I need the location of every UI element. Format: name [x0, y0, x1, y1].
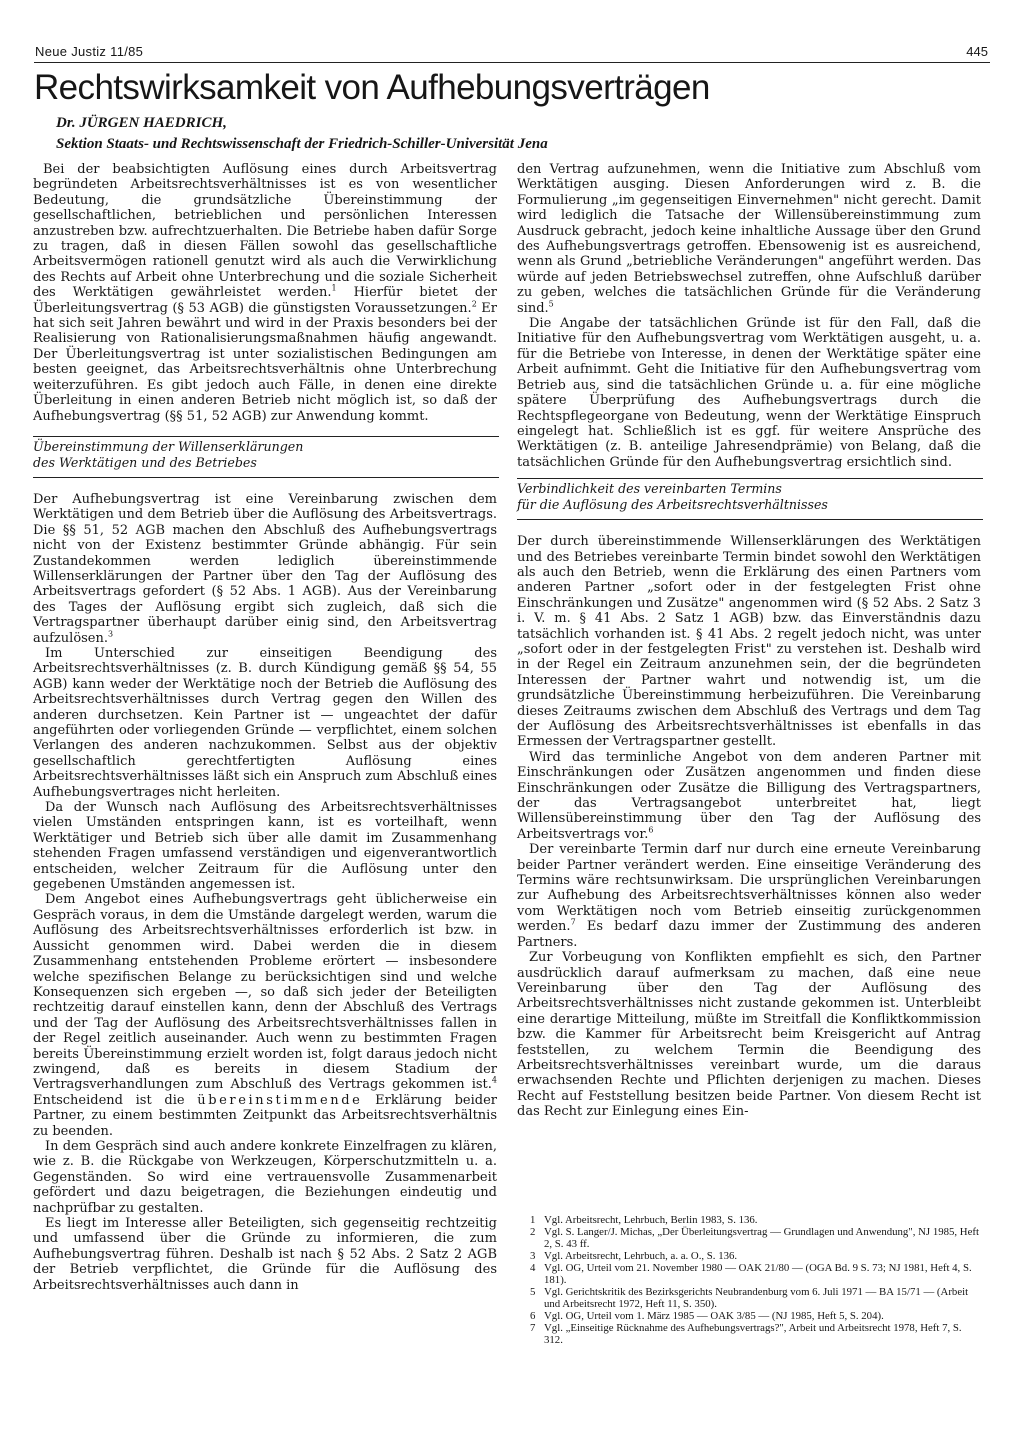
section-heading: Verbindlichkeit des vereinbarten Termins für die Auflösung des Arbeitsrechtsverhältnisses	[517, 481, 828, 513]
paragraph: In dem Gespräch sind auch andere konkrete Einzelfragen zu klären, wie z. B. die Rückgabe von Werkzeugen, Körperschutzmitteln u. a. Gegenständen. So wird eine vertrauensvolle Zusammenarbeit gefördert und dazu beigetragen, die Beziehungen eindeutig und nachprüfbar zu gestalten.	[33, 1138, 497, 1216]
left-column	[33, 162, 497, 1293]
section-rule	[33, 477, 499, 478]
paragraph: Es liegt im Interesse aller Beteiligten, sich gegenseitig rechtzeitig und umfassend über die Gründe zu informieren, die zum Aufhebungsvertrag führen. Deshalb ist nach § 52 Abs. 2 Satz 2 AGB der Betrieb verpflichtet, die Gründe für die Auflösung des Arbeitsrechtsverhältnisses auch dann in	[33, 1216, 497, 1293]
header-rule	[34, 62, 990, 63]
article-title: Rechtswirksamkeit von Aufhebungsverträgen	[34, 68, 710, 107]
page-number: 445	[966, 44, 988, 59]
journal-issue: Neue Justiz 11/85	[35, 44, 144, 59]
paragraph: Zur Vorbeugung von Konflikten empfiehlt es sich, den Partner ausdrücklich darauf aufmerksam zu machen, daß eine neue Vereinbarung über den Tag der Auflösung des Arbeitsrechtsverhältnisses nicht zustande gekommen ist. Unterbleibt eine derartige Mitteilung, müßte im Streitfall die Konfliktkommission bzw. die Kammer für Arbeitsrecht beim Kreisgericht auf Antrag feststellen, zu welchem Termin die Beendigung des Arbeitsrechtsverhältnisses vereinbart wurde, um die daraus erwachsenden Rechte und Pflichten derjenigen zu machen. Dieses Recht auf Feststellung besitzen beide Partner. Von diesem Recht ist das Recht zur Einlegung eines Ein-	[517, 950, 981, 1120]
footnote: 1 Vgl. Arbeitsrecht, Lehrbuch, Berlin 1983, S. 136.	[530, 1214, 758, 1226]
footnote-ref[interactable]: 4	[491, 1076, 497, 1086]
paragraph: Bei der beabsichtigten Auflösung eines durch Arbeitsvertrag begründeten Arbeitsrechtsverhältnisses ist es von wesentlicher Bedeutung, die grundsätzliche Übereinstimmung der gesellschaftlichen, betrieblichen und persönlichen Interessen anzustreben bzw. aufrechtzuerhalten. Die Betriebe haben dafür Sorge zu tragen, daß in diesen Fällen sowohl das gesellschaftliche Arbeitsvermögen rationell genutzt wird als auch die Verwirklichung des Rechts auf Arbeit ohne Unterbrechung und die soziale Sicherheit des Werktätigen gewährleistet werden.$^1$ Hierfür bietet der Überleitungsvertrag (§ 53 AGB) die günstigsten Voraussetzungen.$^2$ Er hat sich seit Jahren bewährt und wird in der Praxis besonders bei der Realisierung von Rationalisierungsmaßnahmen häufig angewandt. Der Überleitungsvertrag ist unter sozialistischen Bedingungen am besten geeignet, das Arbeitsrechtsverhältnis ohne Unterbrechung weiterzuführen. Es gibt jedoch auch Fälle, in denen eine direkte Überleitung in einen anderen Betrieb nicht möglich ist, so daß der Aufhebungsvertrag (§§ 51, 52 AGB) zur Anwendung kommt.	[33, 162, 497, 424]
paragraph: Im Unterschied zur einseitigen Beendigung des Arbeitsrechtsverhältnisses (z. B. durch Kündigung gemäß §§ 54, 55 AGB) kann weder der Werktätige noch der Betrieb die Auflösung des Arbeitsrechtsverhältnisses durch Vertrag gegen den Willen des anderen durchsetzen. Kein Partner ist — ungeachtet der dafür angeführten oder vorliegenden Gründe — verpflichtet, einem solchen Verlangen des anderen nachzukommen. Selbst aus der objektiv gesellschaftlich gerechtfertigten Auflösung eines Arbeitsrechtsverhältnisses läßt sich ein Anspruch zum Abschluß eines Aufhebungsvertrages nicht herleiten.	[33, 645, 497, 800]
paragraph: Wird das terminliche Angebot von dem anderen Partner mit Einschränkungen oder Zusätzen angenommen und finden diese Einschränkungen oder Zusätze die Billigung des Vertragspartners, der das Vertragsangebot unterbreitet hat, liegt Willensübereinstimmung über den Tag der Auflösung des Arbeitsvertrags vor.$^6$	[517, 749, 981, 842]
author-affiliation: Sektion Staats- und Rechtswissenschaft der Friedrich-Schiller-Universität Jena	[56, 136, 548, 152]
footnote: 2 Vgl. S. Langer/J. Michas, „Der Überleitungsvertrag — Grundlagen und Anwendung", NJ 1985, Heft 2, S. 43 ff.	[530, 1226, 979, 1250]
paragraph: Die Angabe der tatsächlichen Gründe ist für den Fall, daß die Initiative für den Aufhebungsvertrag vom Werktätigen ausgeht, u. a. für die Betriebe von Interesse, in denen der Werktätige später eine Arbeit aufnimmt. Geht die Initiative für den Aufhebungsvertrag vom Betrieb aus, sind die tatsächlichen Gründe u. a. für eine mögliche spätere Überprüfung des Aufhebungsvertrags durch die Rechtspflegeorgane von Bedeutung, wenn der Werktätige Einspruch eingelegt hat. Schließlich ist es ggf. für weitere Ansprüche des Werktätigen (z. B. anteilige Jahresendprämie) von Belang, daß die tatsächlichen Gründe für den Aufhebungsvertrag ersichtlich sind.	[517, 316, 981, 470]
section-heading: Übereinstimmung der Willenserklärungen des Werktätigen und des Betriebes	[33, 438, 304, 470]
footnote: 5 Vgl. Gerichtskritik des Bezirksgerichts Neubrandenburg vom 6. Juli 1971 — BA 15/71 — (Arbeit und Arbeitsrecht 1972, Heft 11, S. 350).	[530, 1286, 969, 1310]
section-rule	[517, 519, 983, 520]
author-block	[56, 113, 548, 155]
right-column	[517, 162, 981, 1120]
footnote-ref[interactable]: 7	[570, 917, 576, 927]
footnote-ref[interactable]: 1	[331, 283, 337, 293]
footnote-ref[interactable]: 3	[108, 629, 114, 639]
section-rule	[517, 478, 983, 479]
footnote-ref[interactable]: 2	[471, 299, 477, 309]
paragraph: Da der Wunsch nach Auflösung des Arbeitsrechtsverhältnisses vielen Umständen entspringen kann, ist es vorteilhaft, wenn Werktätiger und Betrieb sich über alle damit im Zusammenhang stehenden Fragen umfassend verständigen und eigenverantwortlich entscheiden, welcher Zeitraum für die Auflösung unter den gegebenen Umständen angemessen ist.	[33, 800, 497, 893]
footnote: 6 Vgl. OG, Urteil vom 1. März 1985 — OAK 3/85 — (NJ 1985, Heft 5, S. 204).	[530, 1310, 884, 1322]
footnote: 4 Vgl. OG, Urteil vom 21. November 1980 — OAK 21/80 — (OGA Bd. 9 S. 73; NJ 1981, Heft 4, S. 181).	[530, 1262, 972, 1286]
paragraph: Dem Angebot eines Aufhebungsvertrags geht üblicherweise ein Gespräch voraus, in dem die Umstände dargelegt werden, warum die Auflösung des Arbeitsrechtsverhältnisses erforderlich ist bzw. in Aussicht genommen wird. Dabei werden die in diesem Zusammenhang entstehenden Probleme erörtert — insbesondere welche spezifischen Belange zu berücksichtigen sind und welche Konsequenzen sich ergeben —, so daß sich jeder der Beteiligten rechtzeitig darauf einstellen kann, denn der Abschluß des Vertrags und der Tag der Auflösung des Arbeitsrechtsverhältnisses fallen in der Regel zeitlich auseinander. Auch wenn zu bestimmten Fragen bereits Übereinstimmung erzielt worden ist, folgt daraus jedoch nicht zwingend, daß es bereits in diesem Stadium der Vertragsverhandlungen zum Abschluß des Vertrags gekommen ist.$^4$ Entscheidend ist die übereinstimmende Erklärung beider Partner, zu einem bestimmten Zeitpunkt das Arbeitsrechtsverhältnis zu beenden.	[33, 892, 497, 1139]
footnote: 7 Vgl. „Einseitige Rücknahme des Aufhebungsvertrags?", Arbeit und Arbeitsrecht 1978, Heft 7, S. 312.	[530, 1322, 962, 1346]
footnotes	[530, 1214, 982, 1346]
section-rule	[33, 436, 499, 437]
footnote-ref[interactable]: 6	[648, 825, 654, 835]
footnote-ref[interactable]: 5	[548, 299, 554, 309]
author-name: Dr. JÜRGEN HAEDRICH,	[56, 115, 227, 131]
paragraph: den Vertrag aufzunehmen, wenn die Initiative zum Abschluß vom Werktätigen ausging. Diesen Anforderungen wird z. B. die Formulierung „im gegenseitigen Einvernehmen" nicht gerecht. Damit wird lediglich die Tatsache der Willensübereinstimmung zum Ausdruck gebracht, jedoch keine inhaltliche Aussage über den Grund des Aufhebungsvertrags getroffen. Ebensowenig ist es ausreichend, wenn als Grund „betriebliche Veränderungen" angeführt werden. Das würde auf jeden Betriebswechsel zutreffen, ohne Aufschluß darüber zu geben, welches die tatsächlichen Gründe für die Veränderung sind.$^5$	[517, 162, 981, 316]
paragraph: Der Aufhebungsvertrag ist eine Vereinbarung zwischen dem Werktätigen und dem Betrieb über die Auflösung des Arbeitsvertrags. Die §§ 51, 52 AGB machen den Abschluß des Aufhebungsvertrags nicht von der Existenz bestimmter Gründe abhängig. Für sein Zustandekommen werden lediglich übereinstimmende Willenserklärungen der Partner über den Tag der Auflösung des Arbeitsvertrags gefordert (§ 52 Abs. 1 AGB). Aus der Vereinbarung des Tages der Auflösung ergibt sich zugleich, daß sich die Vertragspartner überhaupt darüber einig sind, den Arbeitsvertrag aufzulösen.$^3$	[33, 491, 497, 646]
paragraph: Der vereinbarte Termin darf nur durch eine erneute Vereinbarung beider Partner verändert werden. Eine einseitige Veränderung des Termins wäre rechtsunwirksam. Die ursprünglichen Vereinbarungen zur Aufhebung des Arbeitsrechtsverhältnisses können also weder vom Werktätigen noch vom Betrieb einseitig zurückgenommen werden.$^7$ Es bedarf dazu immer der Zustimmung des anderen Partners.	[517, 842, 981, 950]
paragraph: Der durch übereinstimmende Willenserklärungen des Werktätigen und des Betriebes vereinbarte Termin bindet sowohl den Werktätigen als auch den Betrieb, wenn die Erklärung des einen Partners vom anderen Partner „sofort oder in der festgelegten Frist ohne Einschränkungen und Zusätze" angenommen wird (§ 52 Abs. 2 Satz 3 i. V. m. § 41 Abs. 2 Satz 1 AGB) bzw. das Einverständnis dazu tatsächlich vorhanden ist. § 41 Abs. 2 regelt jedoch nicht, was unter „sofort oder in der festgelegten Frist" zu verstehen ist. Deshalb wird in der Regel ein Zeitraum anzunehmen sein, der die begründeten Interessen der Partner wahrt und notwendig ist, um die grundsätzliche Übereinstimmung herbeizuführen. Die Vereinbarung dieses Zeitraums zwischen dem Abschluß des Vertrags und dem Tag der Auflösung des Arbeitsrechtsverhältnisses ist ebenfalls in das Ermessen der Vertragspartner gestellt.	[517, 534, 981, 750]
emphasis-text: übereinstimmende	[197, 1092, 363, 1108]
footnote: 3 Vgl. Arbeitsrecht, Lehrbuch, a. a. O., S. 136.	[530, 1250, 738, 1262]
